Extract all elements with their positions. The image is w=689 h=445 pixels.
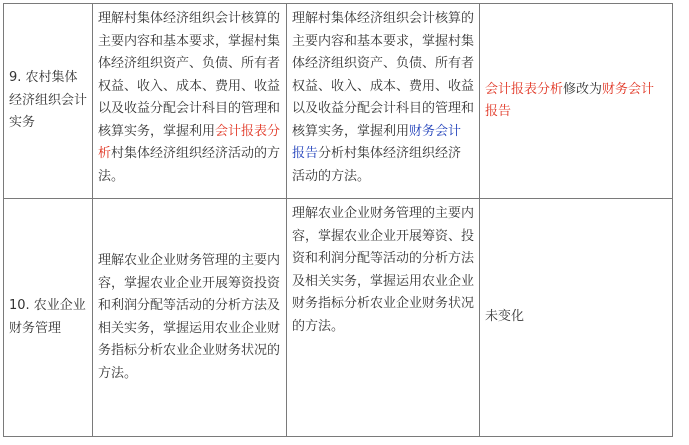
change-note-cell <box>480 199 673 437</box>
course-name: 10. 农业企业财务管理 <box>9 298 86 336</box>
old-requirement-text: 理解村集体经济组织会计核算的主要内容和基本要求，掌握村集体经济组织资产、负债、所有者权益、收入、成本、费用、收益以及收益分配会计科目的管理和核算实务，掌握利用 <box>98 11 281 139</box>
new-requirement-text: 理解村集体经济组织会计核算的主要内容和基本要求，掌握村集体经济组织资产、负债、所有者权益、收入、成本、费用、收益以及收益分配会计科目的管理和核算实务，掌握利用 <box>292 11 475 139</box>
new-requirement-text: 理解农业企业财务管理的主要内容，掌握农业企业开展筹资、投资和利润分配等活动的分析方法及相关实务，掌握运用农业企业财务指标分析农业企业财务状况的方法。 <box>292 206 475 334</box>
change-note-cell <box>480 4 673 199</box>
course-name: 9. 农村集体经济组织会计实务 <box>9 70 88 131</box>
change-note-text: 未变化 <box>485 309 525 325</box>
old-requirement-text: 理解农业企业财务管理的主要内容，掌握农业企业开展筹资投资和利润分配等活动的分析方法及相关实务，掌握运用农业企业财务指标分析农业企业财务状况的方法。 <box>98 253 281 381</box>
new-requirement-cell <box>287 199 480 437</box>
change-old-term: 会计报表分析 <box>485 81 564 97</box>
course-name-cell <box>4 199 93 437</box>
change-connector: 修改为 <box>563 81 603 97</box>
new-requirement-cell <box>287 4 480 199</box>
table-row <box>4 199 673 437</box>
course-name-cell <box>4 4 93 199</box>
change-new-term: 财务会计报告 <box>485 81 655 119</box>
table-row <box>4 4 673 199</box>
syllabus-comparison-table <box>3 3 673 437</box>
old-requirement-text-end: 村集体经济组织经济活动的方法。 <box>98 146 281 184</box>
old-requirement-cell <box>93 199 287 437</box>
old-requirement-cell <box>93 4 287 199</box>
new-requirement-highlight: 财务会计报告 <box>292 123 462 161</box>
new-requirement-text-end: 分析村集体经济组织经济活动的方法。 <box>292 146 462 184</box>
old-requirement-highlight: 会计报表分析 <box>98 123 281 161</box>
